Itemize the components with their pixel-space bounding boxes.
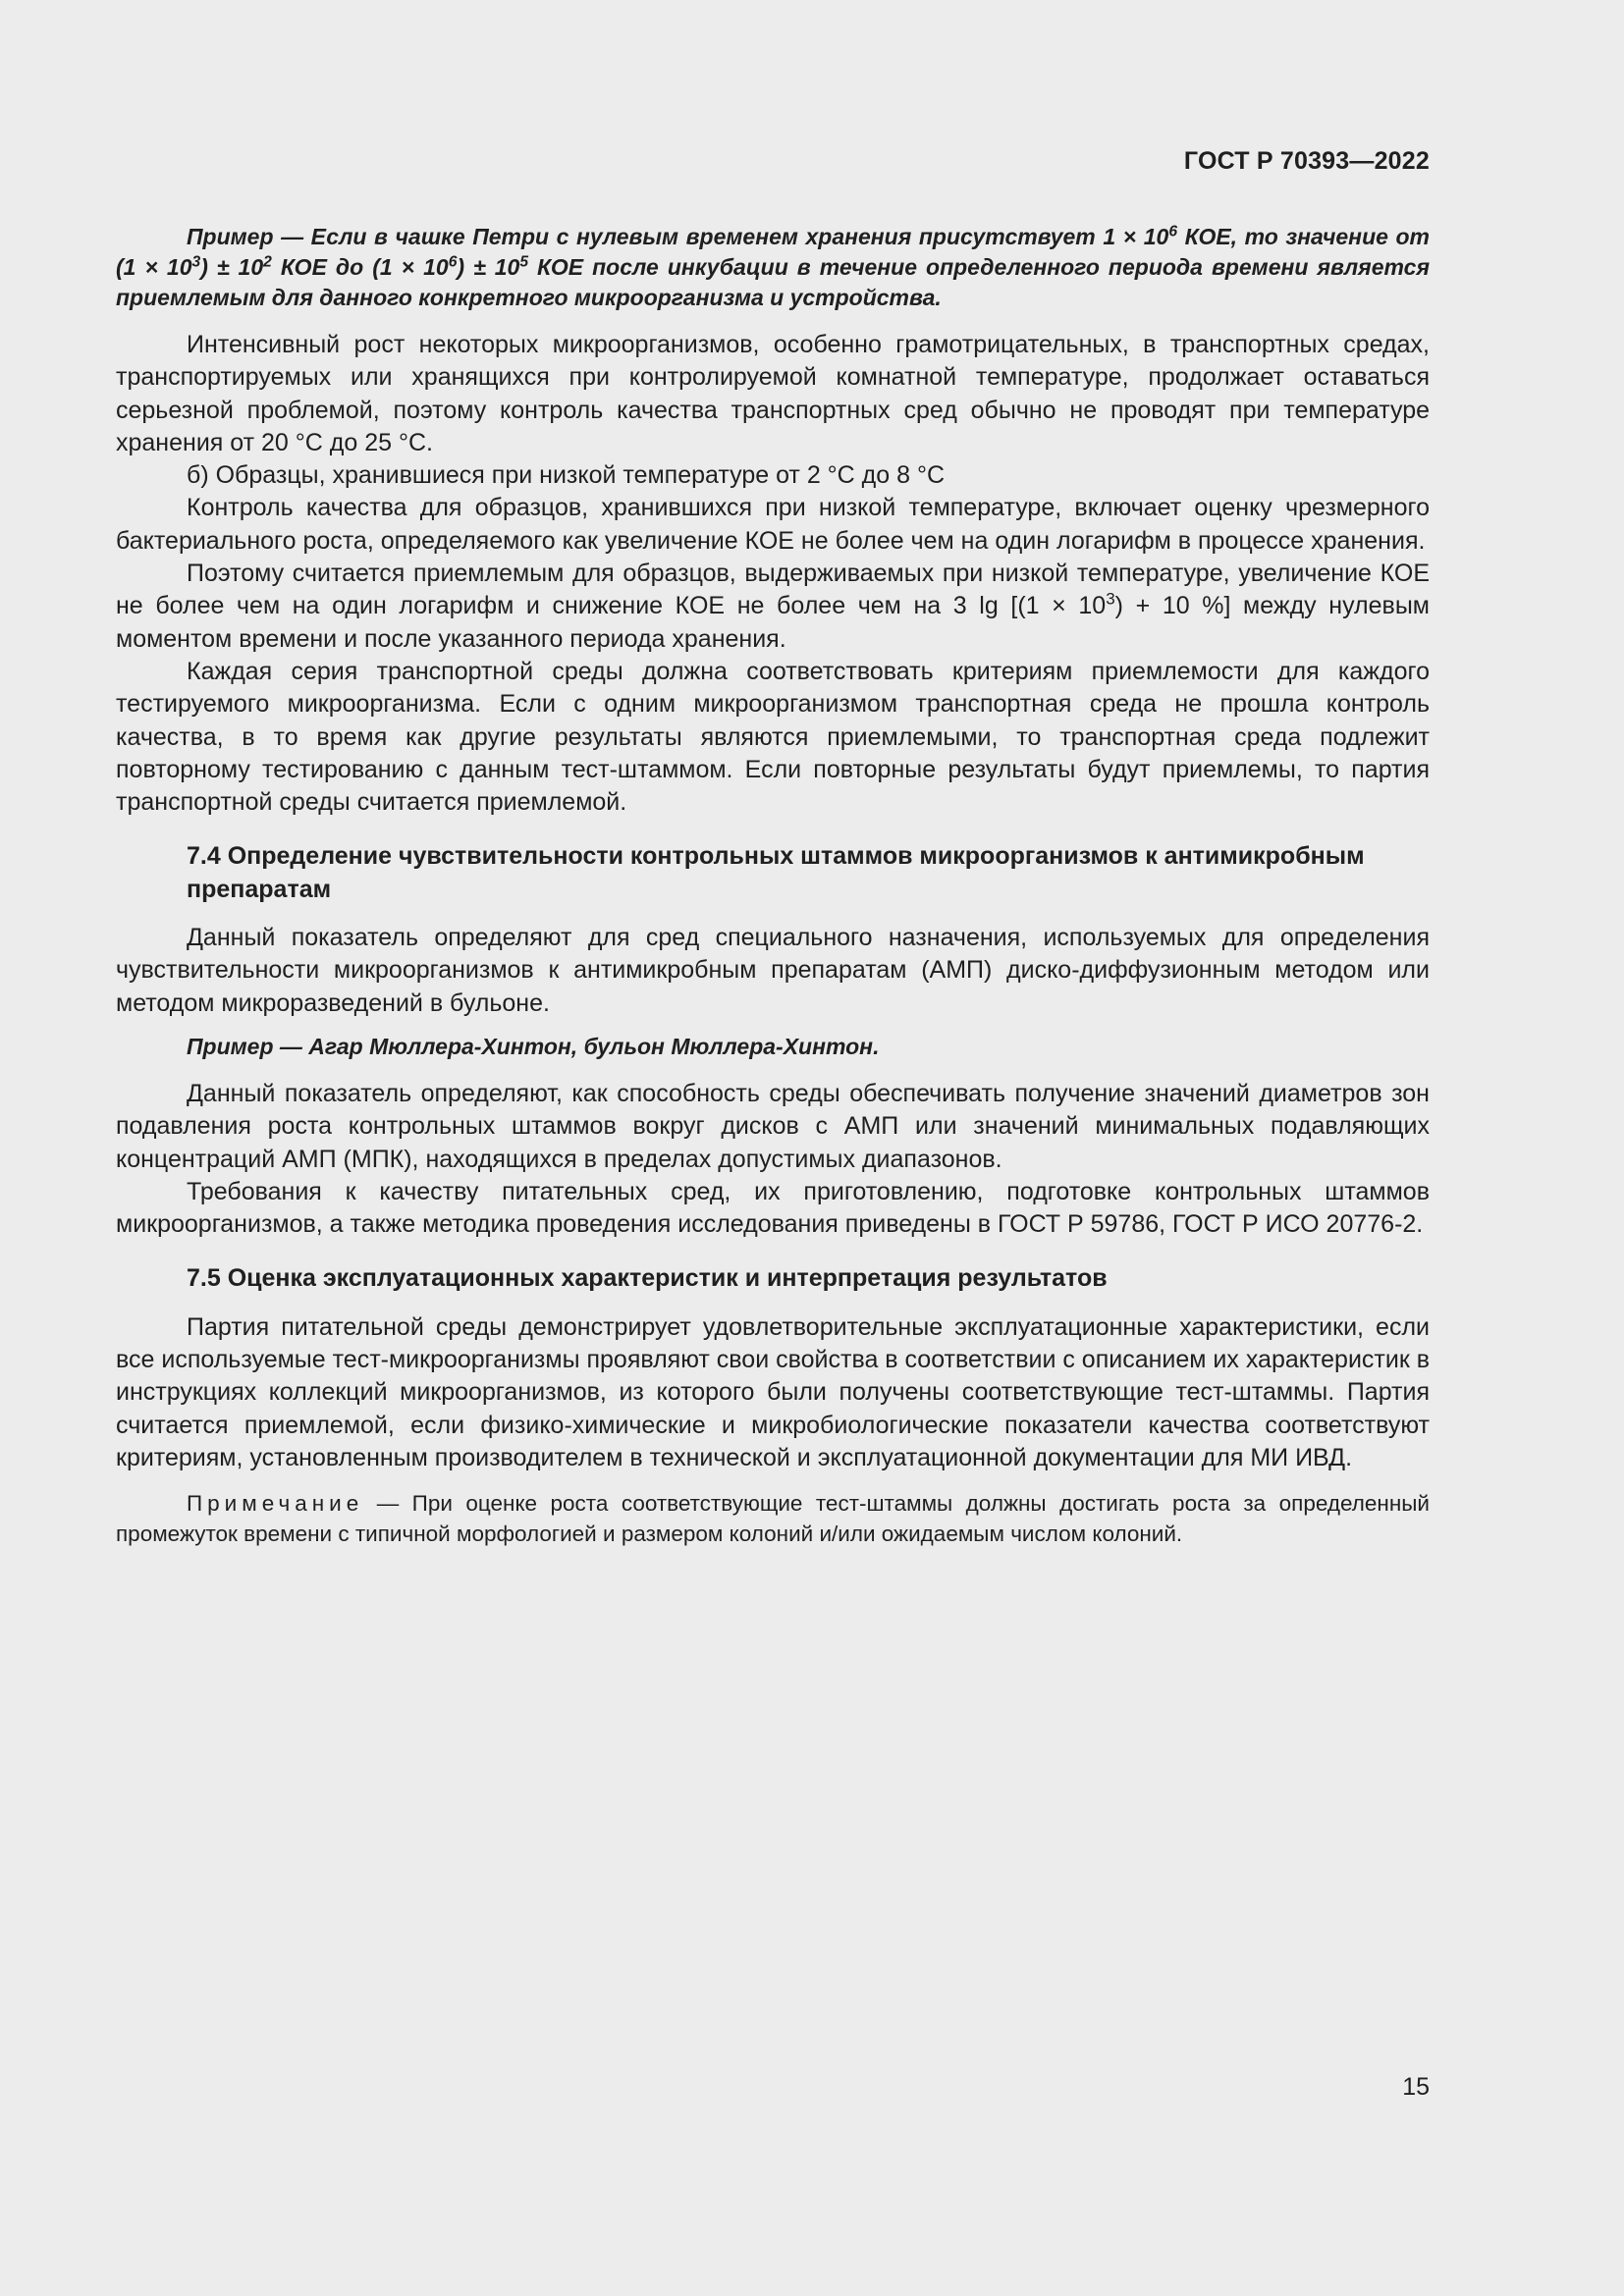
paragraph-acceptance-criteria <box>116 558 1430 656</box>
section-heading-7-5: 7.5 Оценка эксплуатационных характеристик и интерпретация результатов <box>187 1264 1108 1293</box>
example-text: ) ± 10 <box>457 254 520 280</box>
example-petri-dish <box>116 222 1430 313</box>
list-item-low-temperature: б) Образцы, хранившиеся при низкой температуре от 2 °С до 8 °С <box>187 461 946 490</box>
document-body <box>116 222 1430 1549</box>
note-label: Примечание <box>187 1491 364 1517</box>
note-text: — При оценке роста соответствующие тест-штаммы должны достигать роста за определенный промежуток времени с типичной морфологией и размером колоний и/или ожидаемым числом колоний. <box>116 1491 1430 1547</box>
example-text: ) ± 10 <box>200 254 264 280</box>
paragraph-text: ) + 10 %] между нулевым моментом времени и после указанного периода хранения. <box>116 592 1430 653</box>
paragraph-requirements: Требования к качеству питательных сред, их приготовлению, подготовке контрольных штаммов микроорганизмов, а также методика проведения исследования приведены в ГОСТ Р 59786, ГОСТ Р ИСО 20776-2. <box>116 1177 1430 1239</box>
document-id: ГОСТ Р 70393—2022 <box>1183 147 1430 175</box>
superscript: 6 <box>448 253 458 271</box>
paragraph-inhibition-zones: Данный показатель определяют, как способность среды обеспечивать получение значений диаметров зон подавления роста контрольных штаммов вокруг дисков с АМП или значений минимальных подавляющих концентраций АМП (МПК), находящихся в пределах допустимых диапазонов. <box>116 1079 1430 1173</box>
paragraph-gram-negative-growth: Интенсивный рост некоторых микроорганизмов, особенно грамотрицательных, в транспортных средах, транспортируемых или хранящихся при контролируемой комнатной температуре, продолжает оставаться серьезной проблемой, поэтому контроль качества транспортных сред обычно не проводят при температуре хранения от 20 °С до 25 °С. <box>116 331 1430 456</box>
superscript: 5 <box>519 253 529 271</box>
example-text: КОЕ после инкубации в течение определенного периода времени является приемлемым для данного конкретного микроорганизма и устройства. <box>116 254 1431 310</box>
paragraph-performance: Партия питательной среды демонстрирует удовлетворительные эксплуатационные характеристики, если все используемые тест-микроорганизмы проявляют свои свойства в соответствии с описанием их характеристик в инструкциях коллекций микроорганизмов, из которого были получены соответствующие тест-штаммы. Партия считается приемлемой, если физико-химические и микробиологические показатели качества соответствуют критериям, установленным производителем в технической и эксплуатационной документации для МИ ИВД. <box>116 1312 1431 1471</box>
example-text: КОЕ до (1 × 10 <box>271 254 449 280</box>
note <box>116 1488 1430 1549</box>
example-text: КОЕ, то значение от (1 × 10 <box>116 224 1430 280</box>
superscript: 6 <box>1168 223 1178 240</box>
example-text: Пример — Если в чашке Петри с нулевым временем хранения присутствует 1 × 10 <box>187 224 1169 249</box>
superscript: 3 <box>191 253 201 271</box>
example-mueller-hinton: Пример — Агар Мюллера-Хинтон, бульон Мюллера-Хинтон. <box>187 1033 880 1059</box>
section-heading-7-4: 7.4 Определение чувствительности контрольных штаммов микроорганизмов к антимикробным препаратам <box>187 842 1365 903</box>
superscript: 2 <box>263 253 272 271</box>
paragraph-text: Поэтому считается приемлемым для образцов, выдерживаемых при низкой температуре, увеличение КОЕ не более чем на один логарифм и снижение КОЕ не более чем на 3 lg [(1 × 10 <box>116 560 1430 620</box>
paragraph-series-retesting: Каждая серия транспортной среды должна соответствовать критериям приемлемости для каждого тестируемого микроорганизма. Если с одним микроорганизмом транспортная среда не прошла контроль качества, в то время как другие результаты являются приемлемыми, то транспортная среда подлежит повторному тестированию с данным тест-штаммом. Если повторные результаты будут приемлемы, то партия транспортной среды считается приемлемой. <box>116 657 1430 817</box>
paragraph-quality-control: Контроль качества для образцов, хранившихся при низкой температуре, включает оценку чрезмерного бактериального роста, определяемого как увеличение КОЕ не более чем на один логарифм в процессе хранения. <box>116 494 1430 555</box>
paragraph-amp-sensitivity: Данный показатель определяют для сред специального назначения, используемых для определения чувствительности микроорганизмов к антимикробным препаратам (АМП) диско-диффузионным методом или методом микроразведений в бульоне. <box>116 924 1430 1017</box>
superscript: 3 <box>1106 590 1115 610</box>
page-number: 15 <box>1402 2073 1430 2101</box>
